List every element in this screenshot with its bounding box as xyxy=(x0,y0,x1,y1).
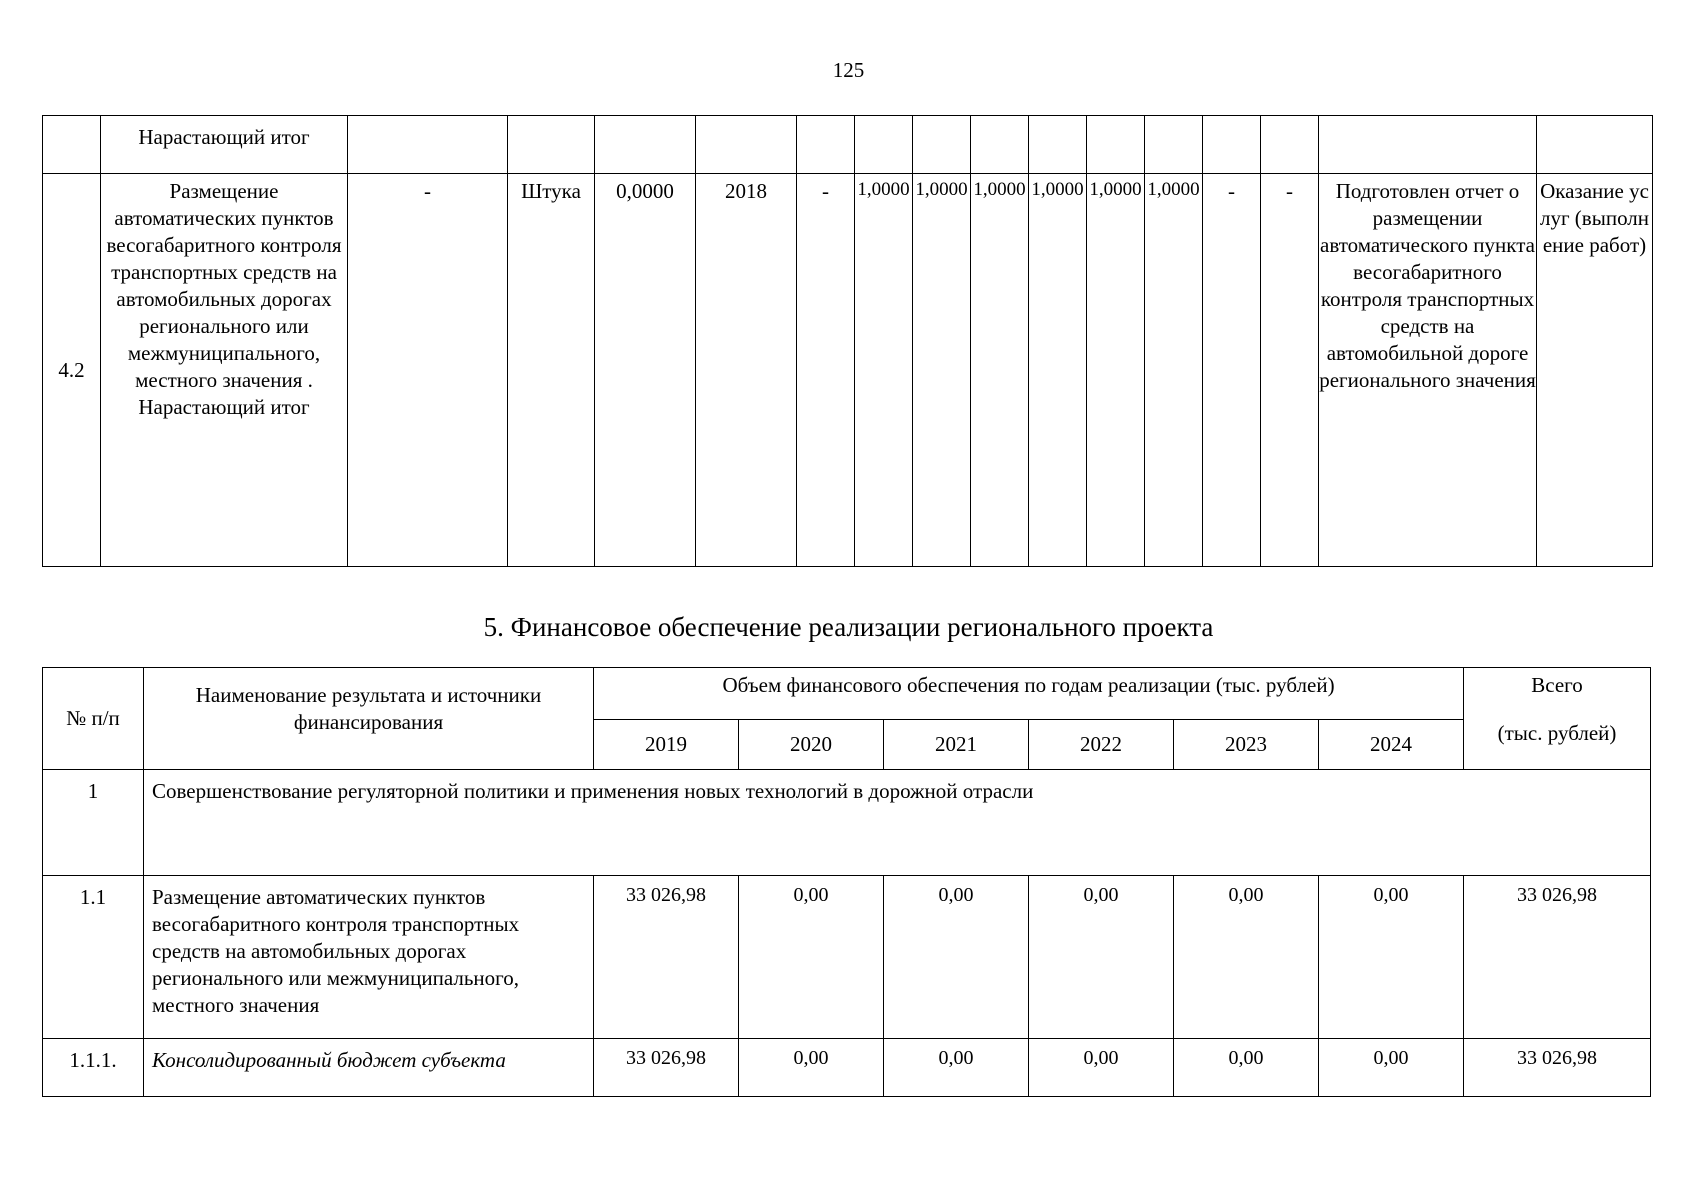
dash-cell: - xyxy=(1203,174,1261,567)
total-label: Всего xyxy=(1531,673,1583,697)
indicator-type: - xyxy=(348,174,508,567)
indicators-table xyxy=(42,115,1653,567)
section-title: 5. Финансовое обеспечение реализации регионального проекта xyxy=(483,612,1214,642)
year-amount: 0,00 xyxy=(884,876,1029,1039)
row-number: 4.2 xyxy=(43,174,101,567)
year-amount: 33 026,98 xyxy=(594,876,739,1039)
table-header-row xyxy=(43,668,1651,720)
year-header: 2020 xyxy=(739,720,884,770)
dash-cell: - xyxy=(1261,174,1319,567)
year-header: 2021 xyxy=(884,720,1029,770)
year-amount: 0,00 xyxy=(884,1039,1029,1097)
dash-cell: - xyxy=(797,174,855,567)
row-label: Нарастающий итог xyxy=(101,116,348,174)
result-description: Подготовлен отчет о размещении автоматического пункта весогабаритного контроля транспортных средств на автомобильной дороге регионального значения xyxy=(1319,174,1537,567)
result-type: Оказание услуг (выполнение работ) xyxy=(1537,174,1653,567)
year-value: 1,0000 xyxy=(1029,174,1087,567)
table-row xyxy=(43,876,1651,1039)
year-header: 2023 xyxy=(1174,720,1319,770)
indicator-name: Размещение автоматических пунктов весогабаритного контроля транспортных средств на автомобильных дорогах регионального или межмуниципального, местного значения . Нарастающий итог xyxy=(101,174,348,567)
column-header-num: № п/п xyxy=(43,668,144,770)
base-value: 0,0000 xyxy=(595,174,696,567)
row-number: 1.1 xyxy=(43,876,144,1039)
financing-table xyxy=(42,667,1651,1097)
page-number: 125 xyxy=(832,58,865,82)
base-year: 2018 xyxy=(696,174,797,567)
total-amount: 33 026,98 xyxy=(1464,1039,1651,1097)
task-name: Совершенствование регуляторной политики и применения новых технологий в дорожной отрасли xyxy=(144,770,1651,876)
year-value: 1,0000 xyxy=(855,174,913,567)
table-row xyxy=(43,116,1653,174)
total-amount: 33 026,98 xyxy=(1464,876,1651,1039)
table-row xyxy=(43,770,1651,876)
year-amount: 0,00 xyxy=(1174,876,1319,1039)
year-header: 2019 xyxy=(594,720,739,770)
column-header-name: Наименование результата и источники финансирования xyxy=(144,668,594,770)
year-amount: 33 026,98 xyxy=(594,1039,739,1097)
unit: Штука xyxy=(508,174,595,567)
year-value: 1,0000 xyxy=(1145,174,1203,567)
column-header-total xyxy=(1464,668,1651,770)
year-value: 1,0000 xyxy=(971,174,1029,567)
table-row xyxy=(43,174,1653,567)
year-header: 2022 xyxy=(1029,720,1174,770)
year-amount: 0,00 xyxy=(1319,876,1464,1039)
year-value: 1,0000 xyxy=(1087,174,1145,567)
year-amount: 0,00 xyxy=(1319,1039,1464,1097)
year-amount: 0,00 xyxy=(1174,1039,1319,1097)
table-row xyxy=(43,1039,1651,1097)
year-amount: 0,00 xyxy=(1029,876,1174,1039)
year-amount: 0,00 xyxy=(739,876,884,1039)
total-unit-label: (тыс. рублей) xyxy=(1497,721,1617,745)
row-number: 1.1.1. xyxy=(43,1039,144,1097)
row-number: 1 xyxy=(43,770,144,876)
year-header: 2024 xyxy=(1319,720,1464,770)
result-name: Размещение автоматических пунктов весогабаритного контроля транспортных средств на автомобильных дорогах регионального или межмуниципального, местного значения xyxy=(144,876,594,1039)
year-amount: 0,00 xyxy=(1029,1039,1174,1097)
year-value: 1,0000 xyxy=(913,174,971,567)
funding-source: Консолидированный бюджет субъекта xyxy=(144,1039,594,1097)
column-header-volume: Объем финансового обеспечения по годам реализации (тыс. рублей) xyxy=(594,668,1464,720)
year-amount: 0,00 xyxy=(739,1039,884,1097)
